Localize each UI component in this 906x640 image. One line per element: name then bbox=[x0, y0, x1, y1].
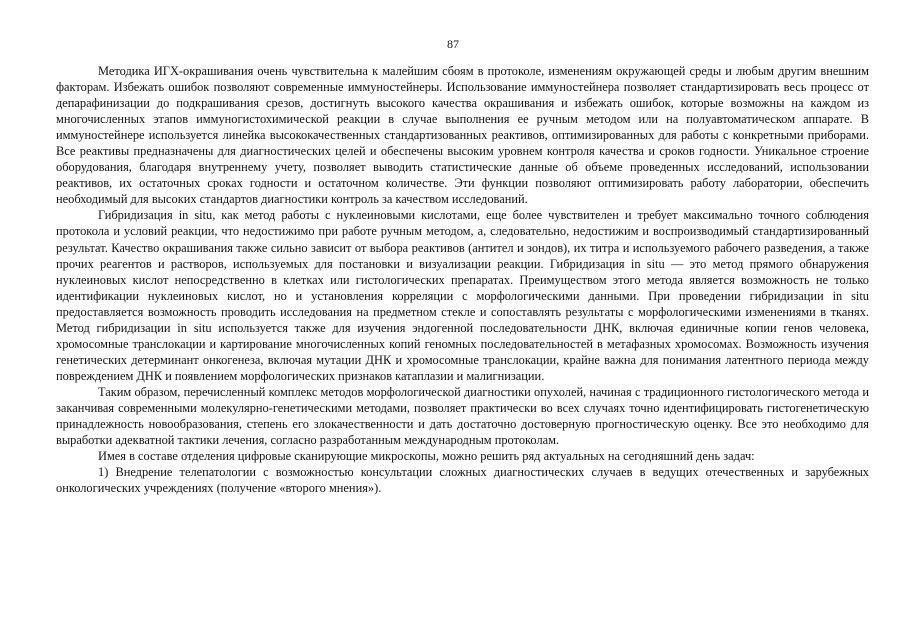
page-number: 87 bbox=[447, 37, 459, 51]
paragraph-in-situ-hybridization: Гибридизация in situ, как метод работы с нуклеиновыми кислотами, еще более чувствителен и требует максимально точного соблюдения протокола и условий реакции, что недостижимо при работе ручным методом, а, следовательно, недостижим и воспроизводимый стандартизированный результат. Качество окрашивания также сильно зависит от выбора реактивов (антител и зондов), их титра и используемого рабочего разведения, а также прочих реагентов и растворов, используемых для постановки и визуализации реакции. Гибридизация in situ — это метод прямого обнаружения нуклеиновых кислот непосредственно в клетках или гистологических препаратах. Преимуществом этого метода является возможность не только идентификации нуклеиновых кислот, но и установления корреляции с морфологическими данными. При проведении гибридизации in situ предоставляется возможность проводить исследования на предметном стекле и сопоставлять результаты с морфологическими изменениями в тканях. Метод гибридизации in situ используется также для изучения эндогенной последовательности ДНК, включая единичные копии генов человека, хромосомные транслокации и картирование многочисленных копий геномных последовательностей в метафазных хромосомах. Возможность изучения генетических детерминант онкогенеза, включая мутации ДНК и хромосомные транслокации, крайне важна для понимания латентного периода между повреждением ДНК и появлением морфологических признаков катаплазии и малигнизации. bbox=[56, 208, 869, 383]
paragraph-digital-microscopes: Имея в составе отделения цифровые сканирующие микроскопы, можно решить ряд актуальных на сегодняшний день задач: bbox=[98, 449, 755, 464]
paragraph-immunostainer: Методика ИГХ-окрашивания очень чувствительна к малейшим сбоям в протоколе, изменениям окружающей среды и любым другим внешним факторам. Избежать ошибок позволяют современные иммуностейнеры. Использование иммуностейнера позволяет стандартизировать весь процесс от депарафинизации до подкрашивания срезов, достигнуть высокого качества окрашивания и избежать ошибок, которые возможны на каждом из многочисленных этапов иммуногистохимической реакции в случае выполнения ее ручным методом или на полуавтоматическом аппарате. В иммуностейнере используется линейка высококачественных стандартизованных реактивов, оптимизированных для работы с конкретными приборами. Все реактивы предназначены для диагностических целей и обеспечены высоким уровнем контроля качества и сроков годности. Уникальное строение оборудования, благодаря внутреннему учету, позволяет выводить статистические данные об объеме проведенных исследований, использовании реактивов, их остаточных сроках годности и остаточном количестве. Эти функции позволяют оптимизировать работу лаборатории, обеспечить необходимый для высоких стандартов диагностики контроль за качеством исследований. bbox=[56, 64, 869, 207]
body-text bbox=[56, 63, 869, 496]
paragraph-conclusion: Таким образом, перечисленный комплекс методов морфологической диагностики опухолей, начиная с традиционного гистологического метода и заканчивая современными молекулярно-генетическими методами, позволяет практически во всех случаях точно идентифицировать гистогенетическую принадлежность новообразования, степень его злокачественности и дать достаточно достоверную прогностическую оценку. Все это необходимо для выработки адекватной тактики лечения, согласно разработанным международным протоколам. bbox=[56, 384, 869, 448]
list-item-telepathology: 1) Внедрение телепатологии с возможностью консультации сложных диагностических случаев в ведущих отечественных и зарубежных онкологических учреждениях (получение «второго мнения»). bbox=[56, 465, 869, 496]
